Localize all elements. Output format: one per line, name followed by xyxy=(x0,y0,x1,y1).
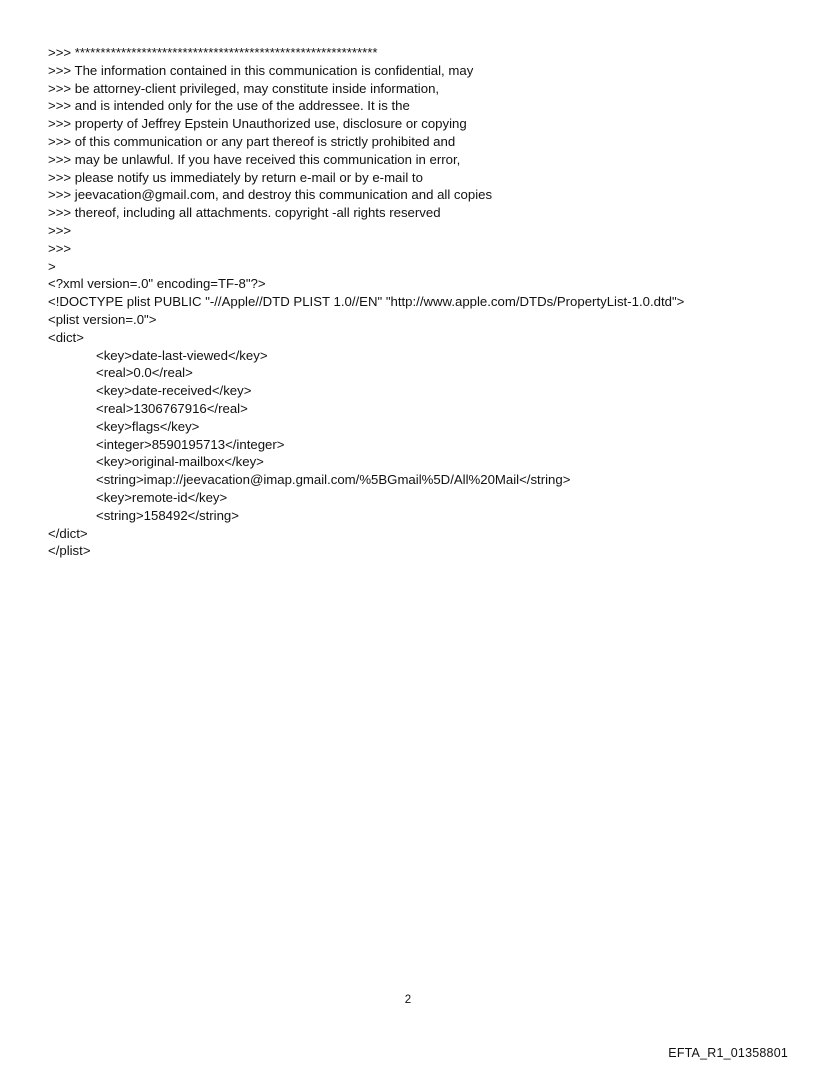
disclaimer-line: >>> be attorney-client privileged, may constitute inside information, xyxy=(48,80,440,96)
dict-close-line: </dict> xyxy=(48,525,88,541)
xml-footer-block xyxy=(48,525,788,561)
dict-value-line: <real>0.0</real> xyxy=(96,365,193,381)
plist-open-line: <plist version=.0"> xyxy=(48,311,157,327)
dict-key-line: <key>original-mailbox</key> xyxy=(96,454,264,470)
dict-open-line: <dict> xyxy=(48,329,84,345)
disclaimer-line: >>> *********************************************************** xyxy=(48,45,378,60)
doctype-line: <!DOCTYPE plist PUBLIC "-//Apple//DTD PLIST 1.0//EN" "http://www.apple.com/DTDs/PropertyList-1.0.dtd"> xyxy=(48,294,685,310)
disclaimer-block xyxy=(48,44,788,275)
dict-key-line: <key>date-received</key> xyxy=(96,383,252,399)
dict-key-line: <key>date-last-viewed</key> xyxy=(96,347,268,363)
disclaimer-line: >>> please notify us immediately by return e-mail or by e-mail to xyxy=(48,169,423,185)
page-number: 2 xyxy=(404,994,412,1006)
dict-value-line: <real>1306767916</real> xyxy=(96,400,248,416)
disclaimer-line: >>> The information contained in this communication is confidential, may xyxy=(48,62,474,78)
dict-key-line: <key>flags</key> xyxy=(96,418,200,434)
disclaimer-line: >>> may be unlawful. If you have received this communication in error, xyxy=(48,151,461,167)
dict-value-line: <integer>8590195713</integer> xyxy=(96,436,285,452)
disclaimer-line: > xyxy=(48,258,56,274)
plist-close-line: </plist> xyxy=(48,543,91,559)
dict-entries-block xyxy=(48,347,788,525)
xml-declaration-line: <?xml version=.0" encoding=TF-8"?> xyxy=(48,276,266,292)
dict-value-line: <string>imap://jeevacation@imap.gmail.com/%5BGmail%5D/All%20Mail</string> xyxy=(96,472,571,488)
dict-key-line: <key>remote-id</key> xyxy=(96,489,228,505)
disclaimer-line: >>> thereof, including all attachments. copyright -all rights reserved xyxy=(48,205,441,221)
xml-header-block xyxy=(48,275,788,346)
disclaimer-line: >>> jeevacation@gmail.com, and destroy this communication and all copies xyxy=(48,187,493,203)
disclaimer-line: >>> xyxy=(48,240,72,256)
document-id: EFTA_R1_01358801 xyxy=(668,1046,788,1060)
document-body xyxy=(48,44,788,560)
disclaimer-line: >>> property of Jeffrey Epstein Unauthorized use, disclosure or copying xyxy=(48,116,467,132)
disclaimer-line: >>> and is intended only for the use of the addressee. It is the xyxy=(48,98,410,114)
disclaimer-line: >>> of this communication or any part thereof is strictly prohibited and xyxy=(48,133,456,149)
disclaimer-line: >>> xyxy=(48,222,72,238)
dict-value-line: <string>158492</string> xyxy=(96,507,239,523)
